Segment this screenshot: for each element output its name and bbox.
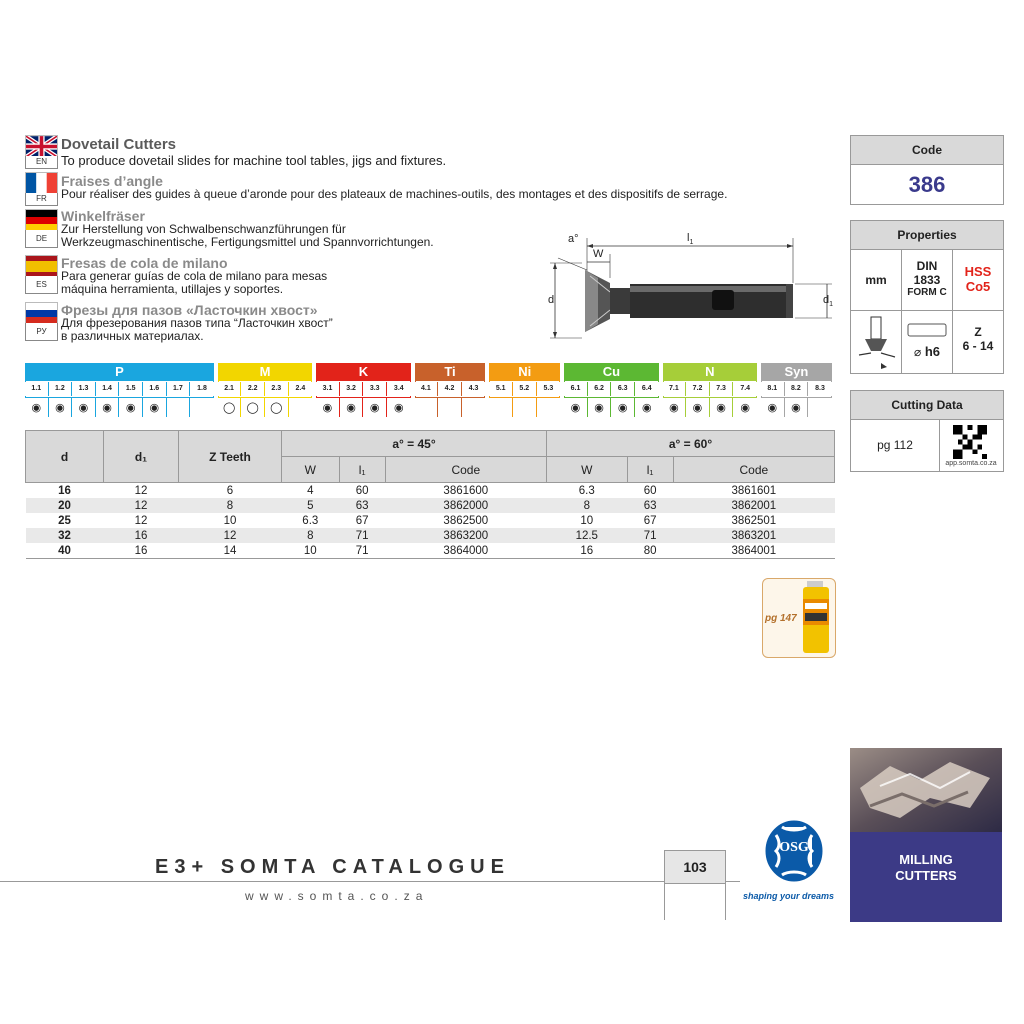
suitability-4.3 — [462, 397, 486, 417]
cell-w60: 8 — [546, 498, 627, 513]
lang-code-fr: FR — [25, 193, 58, 206]
material-group-k: K — [316, 363, 410, 381]
suitability-1.2: ◉ — [49, 397, 73, 417]
suitability-3.2: ◉ — [340, 397, 364, 417]
suitability-1.3: ◉ — [72, 397, 96, 417]
suitability-7.4: ◉ — [733, 397, 757, 417]
spray-page-ref: pg 147 — [765, 613, 797, 624]
cell-d1: 12 — [104, 483, 179, 499]
material-sub-2.4: 2.4 — [289, 382, 313, 396]
unit-mm: mm — [851, 250, 902, 311]
title-ru: Фрезы для пазов «Ласточкин хвост» — [61, 302, 318, 318]
suitability-5.3 — [537, 397, 561, 417]
material-sub-3.2: 3.2 — [340, 382, 364, 396]
suitability-7.3: ◉ — [710, 397, 734, 417]
material-sub-1.2: 1.2 — [49, 382, 73, 396]
col-d: d — [26, 431, 104, 483]
col-z-teeth: Z Teeth — [179, 431, 282, 483]
osg-logo-text: OSG — [779, 840, 809, 855]
material-sub-6.1: 6.1 — [564, 382, 588, 396]
cell-z: 10 — [179, 513, 282, 528]
properties-header: Properties — [850, 220, 1004, 250]
title-en: Dovetail Cutters — [61, 136, 177, 153]
cell-w45: 8 — [282, 528, 340, 543]
suitability-4.2 — [438, 397, 462, 417]
lang-code-en: EN — [25, 156, 58, 169]
suitability-6.4: ◉ — [635, 397, 659, 417]
cell-l45: 63 — [339, 498, 385, 513]
drawing-w-label: W — [593, 248, 604, 260]
qr-caption: app.somta.co.za — [945, 460, 997, 467]
suitability-5.1 — [489, 397, 513, 417]
suitability-8.2: ◉ — [785, 397, 809, 417]
suitability-6.2: ◉ — [588, 397, 612, 417]
group-a60: a° = 60° — [546, 431, 834, 457]
material-sub-5.1: 5.1 — [489, 382, 513, 396]
spray-can-icon — [801, 581, 831, 655]
cell-code45: 3863200 — [385, 528, 546, 543]
cell-d: 25 — [26, 513, 104, 528]
shank-outline-icon — [904, 321, 950, 339]
title-es: Fresas de cola de milano — [61, 255, 228, 271]
table-row — [26, 513, 835, 528]
cutting-fluid-promo[interactable] — [762, 578, 836, 658]
desc-fr: Pour réaliser des guides à queue d’aronde pour des plateaux de machines-outils, des montages et des dispositifs de serrage. — [61, 187, 728, 201]
material-sub-5.3: 5.3 — [537, 382, 561, 396]
properties-box — [850, 249, 1004, 374]
cell-w45: 4 — [282, 483, 340, 499]
col-d1: d₁ — [104, 431, 179, 483]
section-label-2: CUTTERS — [895, 868, 957, 883]
cell-z: 6 — [179, 483, 282, 499]
material-sub-5.2: 5.2 — [513, 382, 537, 396]
cell-d1: 16 — [104, 528, 179, 543]
cutting-data-box — [850, 419, 1004, 472]
germany-flag-icon — [25, 209, 58, 232]
suitability-1.5: ◉ — [119, 397, 143, 417]
cell-code60: 3861601 — [673, 483, 834, 499]
catalogue-title: E3+ SOMTA CATALOGUE — [155, 856, 510, 878]
lang-code-es: ES — [25, 276, 58, 294]
table-row — [26, 528, 835, 543]
section-label-1: MILLING — [899, 852, 953, 867]
material-sub-7.4: 7.4 — [733, 382, 757, 396]
suitability-3.1: ◉ — [316, 397, 340, 417]
cell-d1: 12 — [104, 513, 179, 528]
suitability-2.2: ◯ — [241, 397, 265, 417]
cell-w60: 12.5 — [546, 528, 627, 543]
desc-es-line1: Para generar guías de cola de milano para mesas — [61, 269, 328, 283]
drawing-d1-label: $d_1$ — [823, 294, 834, 309]
material-sub-1.8: 1.8 — [190, 382, 214, 396]
code-value-box — [850, 164, 1004, 205]
osg-logo — [744, 815, 844, 890]
spain-flag-icon — [25, 255, 58, 278]
material-sub-1.6: 1.6 — [143, 382, 167, 396]
material-group-p: P — [25, 363, 214, 381]
material-sub-1.4: 1.4 — [96, 382, 120, 396]
z-teeth-range: Z 6 - 14 — [962, 325, 994, 353]
suitability-3.4: ◉ — [387, 397, 411, 417]
material-sub-3.3: 3.3 — [363, 382, 387, 396]
col-w-60: W — [546, 457, 627, 483]
material-sub-8.1: 8.1 — [761, 382, 785, 396]
cell-w45: 10 — [282, 543, 340, 559]
material-group-cu: Cu — [564, 363, 658, 381]
suitability-1.1: ◉ — [25, 397, 49, 417]
col-l1-45: l₁ — [339, 457, 385, 483]
material-sub-1.5: 1.5 — [119, 382, 143, 396]
material-sub-6.4: 6.4 — [635, 382, 659, 396]
cell-l45: 67 — [339, 513, 385, 528]
table-row — [26, 483, 835, 499]
desc-de-line2: Werkzeugmaschinentische, Fertigungsmittel und Spannvorrichtungen. — [61, 235, 434, 249]
material-sub-1.3: 1.3 — [72, 382, 96, 396]
code-value: 386 — [908, 172, 946, 197]
material-hss-co5: HSS Co5 — [953, 250, 1003, 311]
cell-z: 14 — [179, 543, 282, 559]
material-sub-6.3: 6.3 — [611, 382, 635, 396]
desc-ru-line2: в различных материалах. — [61, 329, 204, 343]
dimensions-table — [25, 430, 835, 559]
cutting-direction-icon — [851, 311, 902, 373]
suitability-1.8 — [190, 397, 214, 417]
page-number-box — [664, 850, 726, 920]
lang-code-de: DE — [25, 230, 58, 248]
drawing-d-label: d — [548, 294, 555, 306]
cell-l60: 67 — [627, 513, 673, 528]
suitability-1.7 — [167, 397, 191, 417]
suitability-2.1: ◯ — [218, 397, 242, 417]
drawing-angle-label: a° — [568, 233, 579, 245]
table-row — [26, 543, 835, 559]
material-sub-4.2: 4.2 — [438, 382, 462, 396]
suitability-1.6: ◉ — [143, 397, 167, 417]
cell-code45: 3862000 — [385, 498, 546, 513]
cell-w45: 5 — [282, 498, 340, 513]
website-url[interactable]: www.somta.co.za — [245, 889, 429, 903]
material-sub-2.1: 2.1 — [218, 382, 242, 396]
suitability-6.3: ◉ — [611, 397, 635, 417]
footer-rule — [0, 881, 740, 882]
col-code-60: Code — [673, 457, 834, 483]
suitability-7.2: ◉ — [686, 397, 710, 417]
title-de: Winkelfräser — [61, 208, 145, 224]
material-group-ti: Ti — [415, 363, 486, 381]
material-sub-1.7: 1.7 — [167, 382, 191, 396]
cell-w60: 10 — [546, 513, 627, 528]
cell-w45: 6.3 — [282, 513, 340, 528]
osg-tagline: shaping your dreams — [743, 891, 835, 901]
table-row — [26, 498, 835, 513]
desc-ru-line1: Для фрезерования пазов типа “Ласточкин хвост” — [61, 316, 333, 330]
suitability-3.3: ◉ — [363, 397, 387, 417]
desc-en: To produce dovetail slides for machine tool tables, jigs and fixtures. — [61, 153, 447, 168]
cell-l60: 80 — [627, 543, 673, 559]
material-sub-1.1: 1.1 — [25, 382, 49, 396]
cell-code45: 3864000 — [385, 543, 546, 559]
material-group-m: M — [218, 363, 312, 381]
material-sub-4.3: 4.3 — [462, 382, 486, 396]
cell-code45: 3862500 — [385, 513, 546, 528]
cell-l45: 60 — [339, 483, 385, 499]
material-group-syn: Syn — [761, 363, 832, 381]
page-number: 103 — [665, 850, 725, 884]
cell-z: 8 — [179, 498, 282, 513]
material-sub-6.2: 6.2 — [588, 382, 612, 396]
drawing-l1-label: $l_1$ — [687, 232, 694, 247]
cell-l60: 63 — [627, 498, 673, 513]
russia-flag-icon — [25, 302, 58, 325]
cell-code60: 3864001 — [673, 543, 834, 559]
din-standard: DIN 1833 FORM C — [902, 250, 953, 311]
cell-d: 40 — [26, 543, 104, 559]
suitability-8.1: ◉ — [761, 397, 785, 417]
cell-w60: 16 — [546, 543, 627, 559]
cell-code60: 3862001 — [673, 498, 834, 513]
qr-code-icon[interactable] — [953, 425, 987, 464]
cell-code60: 3863201 — [673, 528, 834, 543]
col-l1-60: l₁ — [627, 457, 673, 483]
material-group-n: N — [663, 363, 757, 381]
suitability-8.3 — [808, 397, 832, 417]
cell-z: 12 — [179, 528, 282, 543]
cell-l45: 71 — [339, 543, 385, 559]
cell-d: 16 — [26, 483, 104, 499]
col-w-45: W — [282, 457, 340, 483]
cell-d: 20 — [26, 498, 104, 513]
suitability-4.1 — [415, 397, 439, 417]
desc-es-line2: máquina herramienta, utillajes y soportes. — [61, 282, 284, 296]
suitability-5.2 — [513, 397, 537, 417]
code-header: Code — [850, 135, 1004, 165]
lang-code-ru: РУ — [25, 323, 58, 341]
material-sub-7.1: 7.1 — [663, 382, 687, 396]
france-flag-icon — [25, 172, 58, 195]
material-sub-7.2: 7.2 — [686, 382, 710, 396]
material-sub-3.1: 3.1 — [316, 382, 340, 396]
material-sub-2.3: 2.3 — [265, 382, 289, 396]
cell-l60: 60 — [627, 483, 673, 499]
cell-w60: 6.3 — [546, 483, 627, 499]
milling-cutter-photo — [850, 748, 1002, 832]
suitability-6.1: ◉ — [564, 397, 588, 417]
shank-tolerance: ⌀ h6 — [902, 311, 953, 373]
cell-l60: 71 — [627, 528, 673, 543]
material-sub-7.3: 7.3 — [710, 382, 734, 396]
cell-l45: 71 — [339, 528, 385, 543]
uk-flag-icon — [25, 135, 58, 158]
suitability-7.1: ◉ — [663, 397, 687, 417]
material-sub-2.2: 2.2 — [241, 382, 265, 396]
cell-code60: 3862501 — [673, 513, 834, 528]
material-sub-8.2: 8.2 — [785, 382, 809, 396]
title-fr: Fraises d’angle — [61, 173, 163, 189]
cell-d1: 16 — [104, 543, 179, 559]
suitability-2.3: ◯ — [265, 397, 289, 417]
cell-d: 32 — [26, 528, 104, 543]
material-sub-4.1: 4.1 — [415, 382, 439, 396]
cutting-data-page[interactable]: pg 112 — [851, 420, 940, 471]
cell-code45: 3861600 — [385, 483, 546, 499]
section-tab — [850, 748, 1002, 922]
material-group-ni: Ni — [489, 363, 560, 381]
cell-d1: 12 — [104, 498, 179, 513]
suitability-1.4: ◉ — [96, 397, 120, 417]
cutting-data-header: Cutting Data — [850, 390, 1004, 420]
col-code-45: Code — [385, 457, 546, 483]
desc-de-line1: Zur Herstellung von Schwalbenschwanzführungen für — [61, 222, 346, 236]
suitability-2.4 — [289, 397, 313, 417]
material-sub-8.3: 8.3 — [808, 382, 832, 396]
material-sub-3.4: 3.4 — [387, 382, 411, 396]
group-a45: a° = 45° — [282, 431, 547, 457]
